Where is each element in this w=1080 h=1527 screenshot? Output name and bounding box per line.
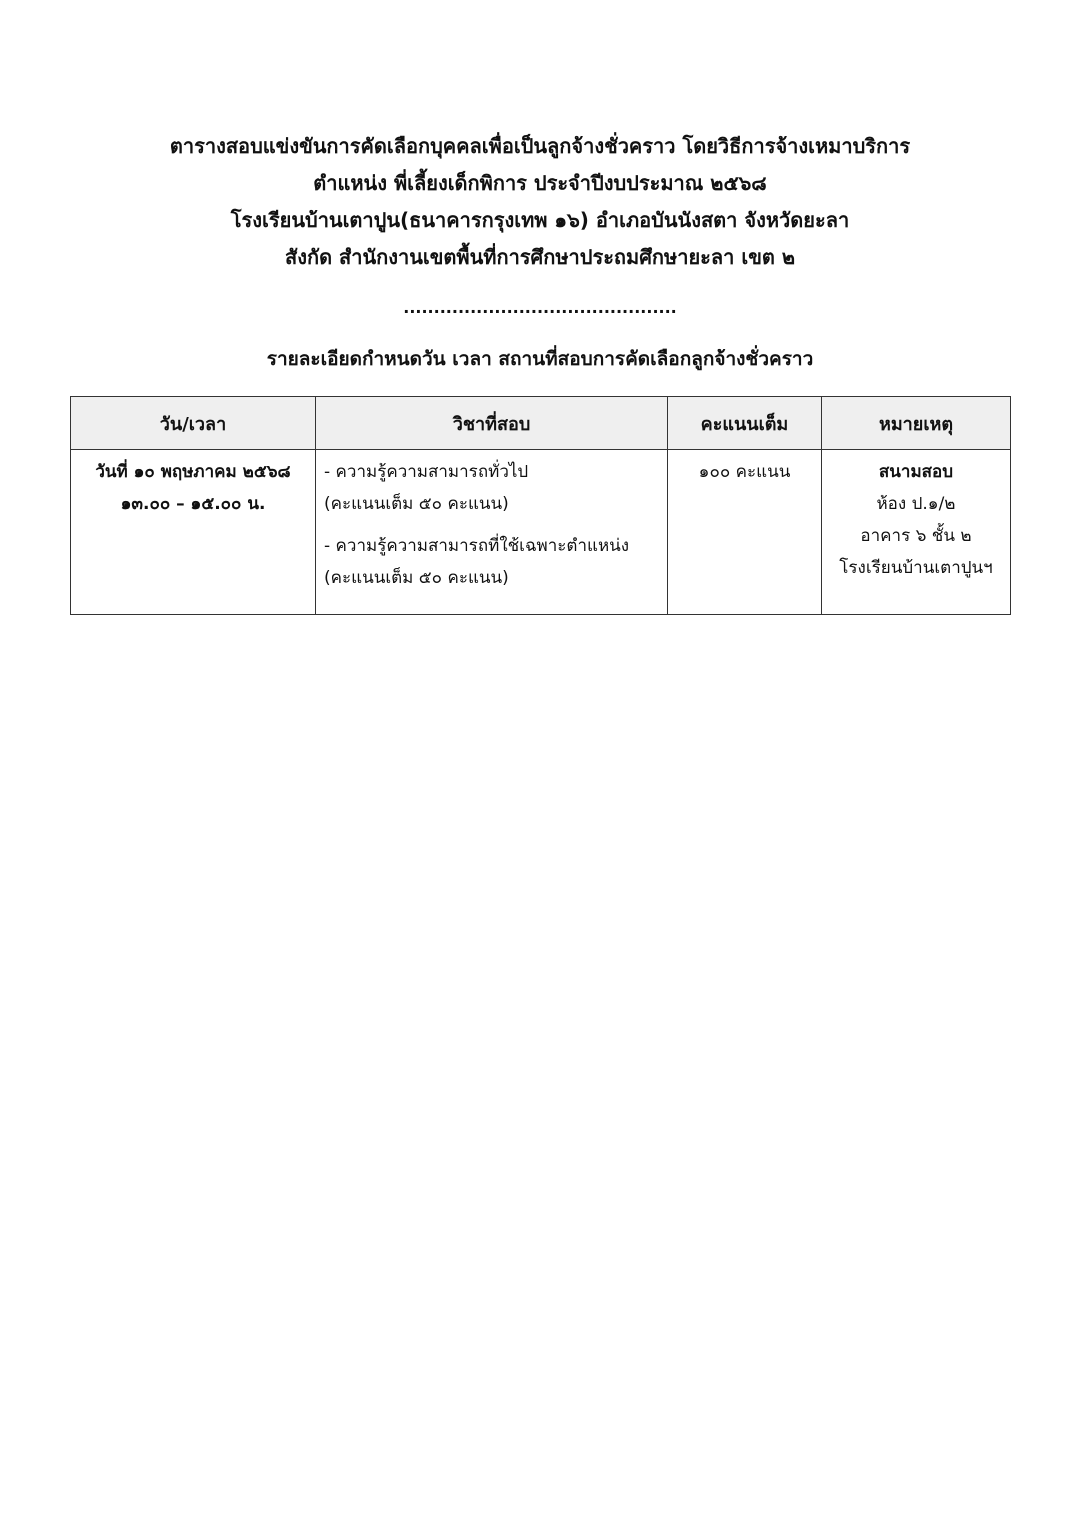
dotted-divider: ............................................. (403, 298, 677, 317)
table-row (71, 450, 1011, 615)
note-building: อาคาร ๖ ชั้น ๒ (860, 526, 972, 546)
exam-date: วันที่ ๑๐ พฤษภาคม ๒๕๖๘ (95, 462, 291, 482)
column-header-date: วัน/เวลา (71, 397, 316, 450)
table-header-row (71, 397, 1011, 450)
subject-name: - ความรู้ความสามารถที่ใช้เฉพาะตำแหน่ง (324, 536, 630, 556)
column-header-subject: วิชาที่สอบ (316, 397, 668, 450)
exam-schedule-table (70, 396, 1011, 615)
exam-subject-cell (316, 450, 668, 615)
subject-name: - ความรู้ความสามารถทั่วไป (324, 462, 529, 482)
column-header-note: หมายเหตุ (822, 397, 1011, 450)
header-line-1: ตารางสอบแข่งขันการคัดเลือกบุคคลเพื่อเป็นลูกจ้างชั่วคราว โดยวิธีการจ้างเหมาบริการ (169, 134, 911, 158)
header-line-2: ตำแหน่ง พี่เลี้ยงเด็กพิการ ประจำปีงบประมาณ ๒๕๖๘ (313, 171, 767, 195)
exam-time: ๑๓.๐๐ – ๑๕.๐๐ น. (120, 494, 266, 514)
schedule-subtitle: รายละเอียดกำหนดวัน เวลา สถานที่สอบการคัดเลือกลูกจ้างชั่วคราว (266, 348, 814, 370)
total-score-cell (668, 450, 822, 615)
subject-item (324, 456, 659, 520)
note-room: ห้อง ป.๑/๒ (876, 494, 956, 514)
total-score: ๑๐๐ คะแนน (698, 462, 791, 482)
header-line-3: โรงเรียนบ้านเตาปูน(ธนาคารกรุงเทพ ๑๖) อำเภอบันนังสตา จังหวัดยะลา (230, 208, 850, 232)
note-cell (822, 450, 1011, 615)
subject-score: (คะแนนเต็ม ๕๐ คะแนน) (324, 568, 509, 588)
note-title: สนามสอบ (878, 462, 954, 482)
subject-item (324, 530, 659, 594)
subject-score: (คะแนนเต็ม ๕๐ คะแนน) (324, 494, 509, 514)
document-header (0, 128, 1080, 276)
column-header-score: คะแนนเต็ม (668, 397, 822, 450)
note-school: โรงเรียนบ้านเตาปูนฯ (839, 558, 993, 578)
header-line-4: สังกัด สำนักงานเขตพื้นที่การศึกษาประถมศึกษายะลา เขต ๒ (285, 245, 795, 269)
exam-date-cell (71, 450, 316, 615)
